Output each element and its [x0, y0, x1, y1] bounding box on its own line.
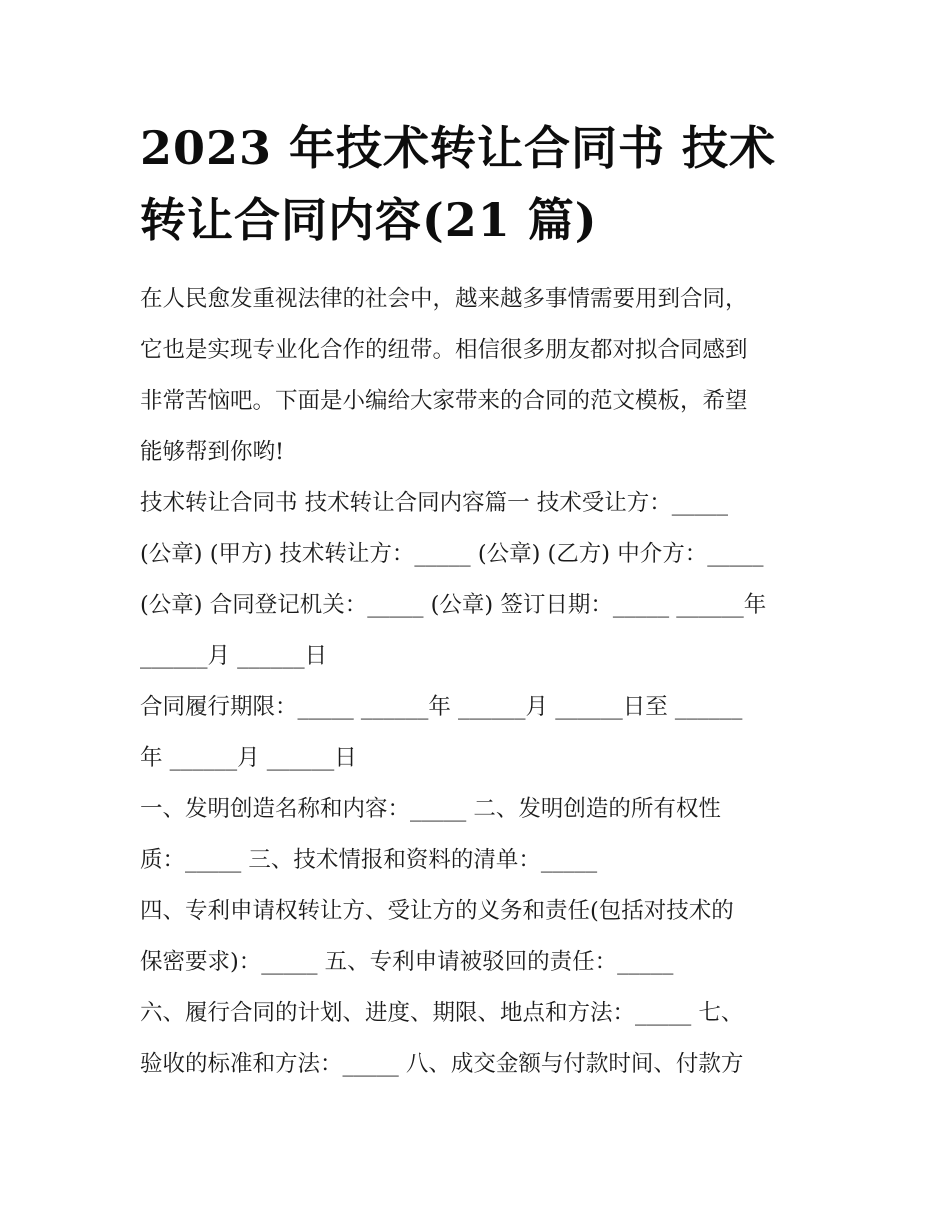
contract-items-paragraph	[140, 784, 830, 1090]
text-line: 一、发明创造名称和内容：_____ 二、发明创造的所有权性	[140, 796, 721, 822]
text-line: 年 ______月 ______日	[140, 745, 357, 771]
text-line: 合同履行期限：_____ ______年 ______月 ______日至 ______	[140, 694, 743, 720]
text-line: 保密要求)：_____ 五、专利申请被驳回的责任：_____	[140, 949, 674, 975]
text-line: 验收的标准和方法：_____ 八、成交金额与付款时间、付款方	[140, 1051, 744, 1077]
text-line: 在人民愈发重视法律的社会中，越来越多事情需要用到合同，	[140, 286, 748, 312]
text-line: ______月 ______日	[140, 643, 328, 669]
text-line: 六、履行合同的计划、进度、期限、地点和方法：_____ 七、	[140, 1000, 744, 1026]
text-line: 能够帮到你哟!	[140, 439, 285, 465]
document-title	[140, 112, 820, 256]
text-line: (公章) 合同登记机关：_____ (公章) 签订日期：_____ ______年	[140, 592, 767, 618]
title-line: 转让合同内容(21 篇)	[140, 193, 598, 247]
text-line: 它也是实现专业化合作的纽带。相信很多朋友都对拟合同感到	[140, 337, 748, 363]
intro-paragraph	[140, 274, 830, 478]
text-line: 质：_____ 三、技术情报和资料的清单：_____	[140, 847, 598, 873]
text-line: 技术转让合同书 技术转让合同内容篇一 技术受让方：_____	[140, 490, 729, 516]
contract-period-paragraph	[140, 682, 830, 784]
contract-header-paragraph	[140, 478, 830, 682]
title-line: 2023 年技术转让合同书 技术	[140, 121, 777, 175]
text-line: 四、专利申请权转让方、受让方的义务和责任(包括对技术的	[140, 898, 734, 924]
text-line: 非常苦恼吧。下面是小编给大家带来的合同的范文模板，希望	[140, 388, 748, 414]
text-line: (公章) (甲方) 技术转让方：_____ (公章) (乙方) 中介方：_____	[140, 541, 764, 567]
